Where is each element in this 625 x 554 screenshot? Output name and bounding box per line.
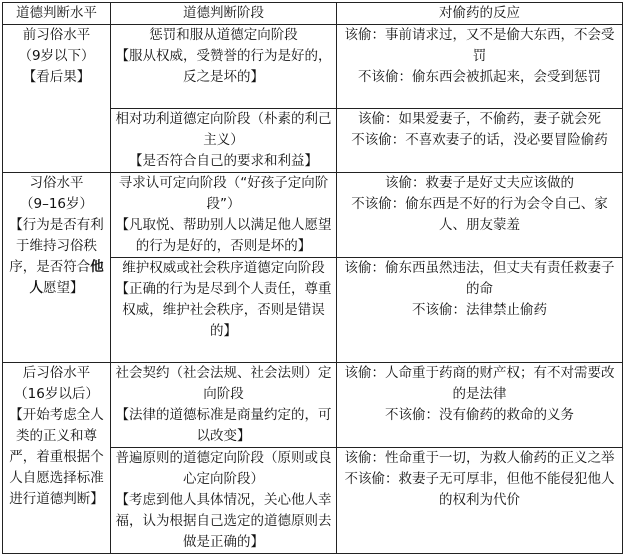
reaction-no: 不该偷：偷东西是不好的行为会令自己、家人、朋友蒙羞 [351, 196, 608, 233]
table-row [3, 363, 623, 448]
reaction-cell [337, 363, 623, 448]
stage-note: 【凡取悦、帮助别人以满足他人愿望的行为是好的，否则是坏的】 [115, 217, 332, 254]
kohlberg-moral-stage-table [2, 2, 623, 554]
level-criterion: 【开始考虑全人类的正义和尊严，着重根据个人自愿选择标准进行道德判断】 [9, 407, 104, 507]
reaction-yes: 该偷：性命重于一切，为救人偷药的正义之举 [344, 450, 615, 466]
reaction-no: 不该偷：没有偷药的救命的义务 [385, 407, 574, 423]
reaction-yes: 该偷：人命重于药商的财产权；有不对需要改的是法律 [344, 365, 615, 402]
stage-name: 社会契约（社会法规、社会法则）定向阶段 [115, 365, 332, 402]
reaction-no: 不该偷：不喜欢妻子的话，没必要冒险偷药 [351, 132, 608, 148]
stage-name: 相对功利道德定向阶段（朴素的利己主义） [115, 111, 332, 148]
stage-note: 【是否符合自己的要求和利益】 [129, 153, 318, 169]
level-criterion-emphasis: 他人 [29, 259, 104, 296]
level-criterion-text: 【行为是否有利于维持习俗秩序，是否符合 [9, 217, 104, 275]
reaction-yes: 该偷：如果爱妻子，不偷药，妻子就会死 [358, 111, 601, 127]
stage-cell [111, 363, 337, 448]
table-row [3, 173, 623, 258]
level-criterion [6, 215, 107, 299]
stage-name: 寻求认可定向阶段（“好孩子定向阶段”） [118, 175, 329, 212]
stage-note: 【正确的行为是尽到个人责任，尊重权威，维护社会秩序，否则是错误的】 [115, 281, 332, 339]
stage-name: 惩罚和服从道德定向阶段 [149, 27, 298, 43]
level-title: 前习俗水平 [22, 27, 91, 43]
stage-note: 【法律的道德标准是商量约定的，可以改变】 [115, 407, 332, 444]
header-row [3, 3, 623, 25]
reaction-cell [337, 109, 623, 173]
level-title: 后习俗水平 [22, 365, 91, 381]
level-title: 习俗水平 [29, 175, 84, 191]
level-criterion-tail: 愿望】 [43, 280, 84, 296]
table-row [3, 25, 623, 109]
reaction-cell [337, 448, 623, 554]
reaction-no: 不该偷：救妻子无可厚非，但他不能侵犯他人的权利为代价 [344, 471, 615, 508]
reaction-yes: 该偷：事前请求过，又不是偷大东西，不会受罚 [344, 27, 615, 64]
stage-cell [111, 25, 337, 109]
level-cell-postconventional [3, 363, 111, 554]
stage-cell [111, 173, 337, 258]
level-criterion: 【看后果】 [22, 69, 91, 85]
stage-name: 普遍原则的道德定向阶段（原则或良心定向阶段） [115, 450, 332, 487]
reaction-no: 不该偷：偷东西会被抓起来，会受到惩罚 [358, 69, 601, 85]
level-age: （9–16岁） [19, 196, 94, 212]
header-reaction: 对偷药的反应 [337, 3, 623, 25]
stage-note: 【考虑到他人具体情况，关心他人幸福，认为根据自己选定的道德原则去做是正确的】 [115, 492, 332, 550]
level-age: （9岁以下） [18, 48, 95, 64]
stage-name: 维护权威或社会秩序道德定向阶段 [122, 260, 325, 276]
stage-note: 【服从权威，受赞誉的行为是好的，反之是坏的】 [115, 48, 332, 85]
level-age: （16岁以后） [14, 386, 99, 402]
header-stage: 道德判断阶段 [111, 3, 337, 25]
stage-cell [111, 448, 337, 554]
reaction-cell [337, 25, 623, 109]
reaction-cell [337, 173, 623, 258]
level-cell-conventional [3, 173, 111, 363]
reaction-yes: 该偷：偷东西虽然违法，但丈夫有责任救妻子的命 [344, 260, 615, 297]
stage-cell [111, 109, 337, 173]
stage-cell [111, 258, 337, 363]
reaction-no: 不该偷：法律禁止偷药 [412, 302, 547, 318]
reaction-yes: 该偷：救妻子是好丈夫应该做的 [385, 175, 574, 191]
reaction-cell [337, 258, 623, 363]
header-level: 道德判断水平 [3, 3, 111, 25]
level-cell-preconventional [3, 25, 111, 173]
